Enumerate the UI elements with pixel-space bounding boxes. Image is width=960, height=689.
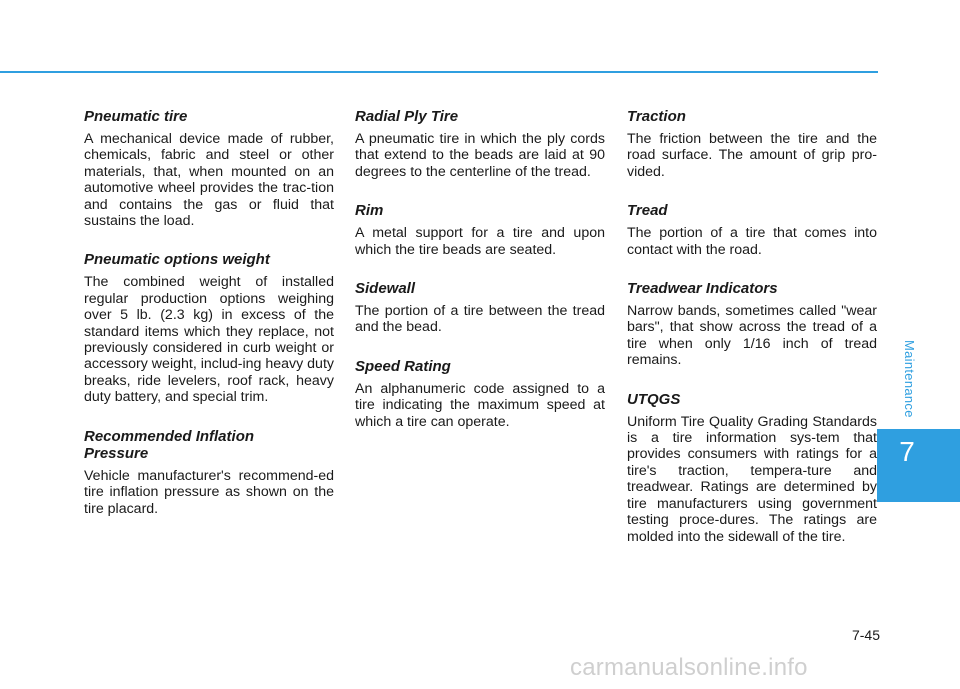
glossary-definition: Vehicle manufacturer's recommend-ed tire inflation pressure as shown on the tire placard. — [84, 467, 334, 517]
glossary-term: Treadwear Indicators — [627, 280, 778, 298]
page-number: 7-45 — [851, 627, 880, 643]
glossary-definition: Uniform Tire Quality Grading Standards is a tire information sys-tem that provides consumers with ratings for a tire's traction, tempera-ture and treadwear. Ratings are determined by tire manufacturers using government testing proce-dures. The ratings are molded into the sidewall of the tire. — [627, 413, 877, 545]
chapter-number: 7 — [899, 436, 915, 467]
glossary-term: Tread — [627, 202, 668, 220]
section-label: Maintenance — [902, 340, 917, 418]
glossary-term: Radial Ply Tire — [355, 108, 459, 125]
glossary-entry — [627, 280, 877, 369]
glossary-entry — [355, 202, 605, 258]
glossary-entry — [627, 108, 877, 180]
watermark: carmanualsonline.info — [570, 654, 808, 681]
glossary-definition: A mechanical device made of rubber, chemicals, fabric and steel or other materials, that, when mounted on an automotive wheel provides the trac-tion and contains the gas or fluid that sustains the load. — [84, 131, 334, 230]
glossary-definition: An alphanumeric code assigned to a tire indicating the maximum speed at which a tire can operate. — [355, 380, 605, 430]
glossary-term: Rim — [355, 202, 384, 220]
header-rule — [0, 71, 878, 73]
glossary-definition: A pneumatic tire in which the ply cords that extend to the beads are laid at 90 degrees to the centerline of the tread. — [355, 131, 605, 180]
glossary-term: UTQGS — [627, 390, 681, 408]
glossary-term: Pneumatic tire — [84, 108, 188, 125]
glossary-column-2 — [355, 108, 605, 452]
glossary-definition: The friction between the tire and the road surface. The amount of grip pro-vided. — [627, 131, 877, 180]
glossary-definition: The portion of a tire between the tread and the bead. — [355, 303, 605, 336]
glossary-term: Sidewall — [355, 280, 416, 298]
glossary-term: Recommended Inflation Pressure — [84, 427, 255, 462]
glossary-definition: A metal support for a tire and upon which the tire beads are seated. — [355, 225, 605, 258]
glossary-term: Traction — [627, 108, 686, 125]
glossary-entry — [84, 251, 334, 405]
glossary-column-3 — [627, 108, 877, 567]
glossary-term: Pneumatic options weight — [84, 251, 270, 269]
glossary-entry — [355, 280, 605, 336]
glossary-entry — [84, 428, 334, 517]
glossary-term: Speed Rating — [355, 357, 451, 375]
glossary-column-1 — [84, 108, 334, 539]
glossary-entry — [355, 108, 605, 180]
glossary-definition: The combined weight of installed regular production options weighing over 5 lb. (2.3 kg) in excess of the standard items which they replace, not previously considered in curb weight or accessory weight, includ-ing heavy duty breaks, ride levelers, roof rack, heavy duty battery, and special trim. — [84, 274, 334, 406]
glossary-definition: Narrow bands, sometimes called "wear bars", that show across the tread of a tire when only 1/16 inch of tread remains. — [627, 303, 877, 369]
glossary-entry — [355, 358, 605, 430]
glossary-entry — [627, 391, 877, 545]
glossary-entry — [84, 108, 334, 229]
glossary-entry — [627, 202, 877, 258]
glossary-definition: The portion of a tire that comes into contact with the road. — [627, 225, 877, 258]
